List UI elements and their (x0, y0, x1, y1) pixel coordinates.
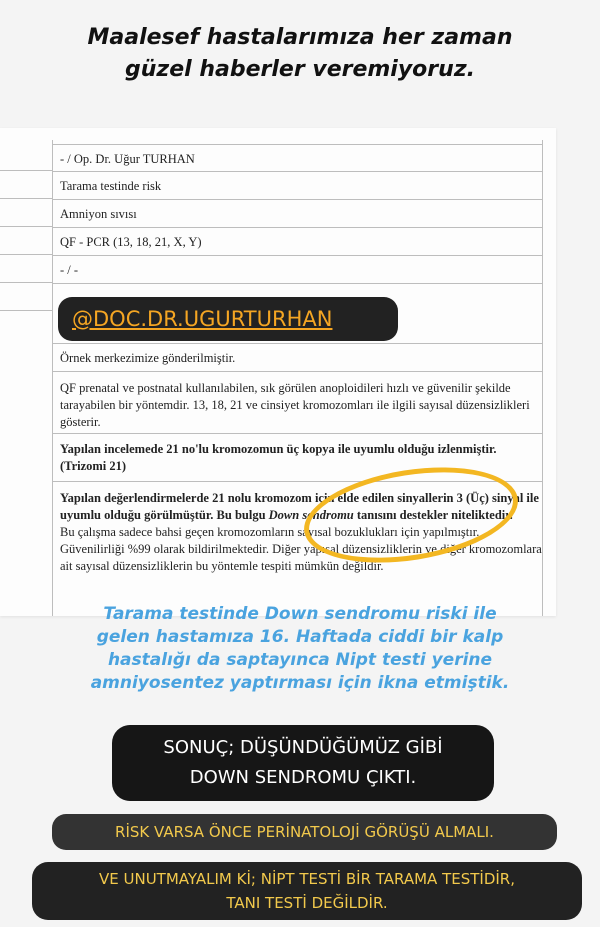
result-banner (112, 725, 494, 801)
risk-note-text: RİSK VARSA ÖNCE PERİNATOLOJİ GÖRÜŞÜ ALMALI. (115, 823, 494, 841)
side-rule (0, 310, 52, 311)
report-row-indication: Tarama testinde risk (52, 172, 542, 200)
report-finding: Yapılan incelemede 21 no'lu kromozomun üç kopya ile uyumlu olduğu izlenmiştir. (Trizomi 21) (52, 434, 542, 482)
story-caption (0, 603, 600, 695)
evaluation-diagnosis: Down sendromu (268, 508, 354, 522)
caption-line-2: gelen hastamıza 16. Haftada ciddi bir kalp (96, 627, 504, 647)
report-sample-note: Örnek merkezimize gönderilmiştir. (52, 344, 542, 372)
side-rule (0, 282, 52, 283)
result-line-1: SONUÇ; DÜŞÜNDÜĞÜMÜZ GİBİ (163, 737, 443, 758)
table-border-right (542, 140, 543, 616)
evaluation-text-start: Yapılan değerlendirmelerde 21 nolu kromozom için elde edilen sinyallerin 3 (Üç) sinyal ile uyumlu olduğu görülmüştür. Bu bulgu (60, 491, 539, 522)
headline (0, 22, 600, 86)
report-method: QF prenatal ve postnatal kullanılabilen, sık görülen anoploidileri hızlı ve güvenilir şekilde tarayabilen bir yöntemdir. 13, 18, 21 ve cinsiyet kromozomları ile ilgili sayısal düzensizlikleri gösterir. (52, 372, 542, 434)
headline-line-1: Maalesef hastalarımıza her zaman (87, 25, 513, 50)
report-row-blank: - / - (52, 256, 542, 284)
report-row-test: QF - PCR (13, 18, 21, X, Y) (52, 228, 542, 256)
report-row-doctor: - / Op. Dr. Uğur TURHAN (52, 144, 542, 172)
nipt-note-banner (32, 862, 582, 920)
headline-line-2: güzel haberler veremiyoruz. (125, 57, 475, 82)
side-rule (0, 226, 52, 227)
report-limitation: Bu çalışma sadece bahsi geçen kromozomların sayısal bozuklukları için yapılmıştır. Güvenilirliği %99 olarak bildirilmektedir. Diğer yapısal düzensizliklerin ve diğer kromozomlara ait sayısal düzensizliklerin bu yöntemle tespiti mümkün değildir. (60, 525, 542, 573)
caption-line-1: Tarama testinde Down sendromu riski ile (103, 604, 497, 624)
side-rule (0, 170, 52, 171)
caption-line-4: amniyosentez yaptırması için ikna etmiştik. (90, 673, 510, 693)
risk-note-banner (52, 814, 557, 850)
report-row-sample: Amniyon sıvısı (52, 200, 542, 228)
nipt-note-line-1: VE UNUTMAYALIM Kİ; NİPT TESTİ BİR TARAMA TESTİDİR, (99, 870, 515, 888)
evaluation-text-end: tanısını destekler niteliktedir. (353, 508, 513, 522)
nipt-note-line-2: TANI TESTİ DEĞİLDİR. (226, 894, 388, 912)
caption-line-3: hastalığı da saptayınca Nipt testi yerine (107, 650, 493, 670)
side-rule (0, 198, 52, 199)
instagram-handle-sticker: @DOC.DR.UGURTURHAN (58, 297, 398, 341)
side-rule (0, 254, 52, 255)
result-line-2: DOWN SENDROMU ÇIKTI. (189, 767, 417, 788)
